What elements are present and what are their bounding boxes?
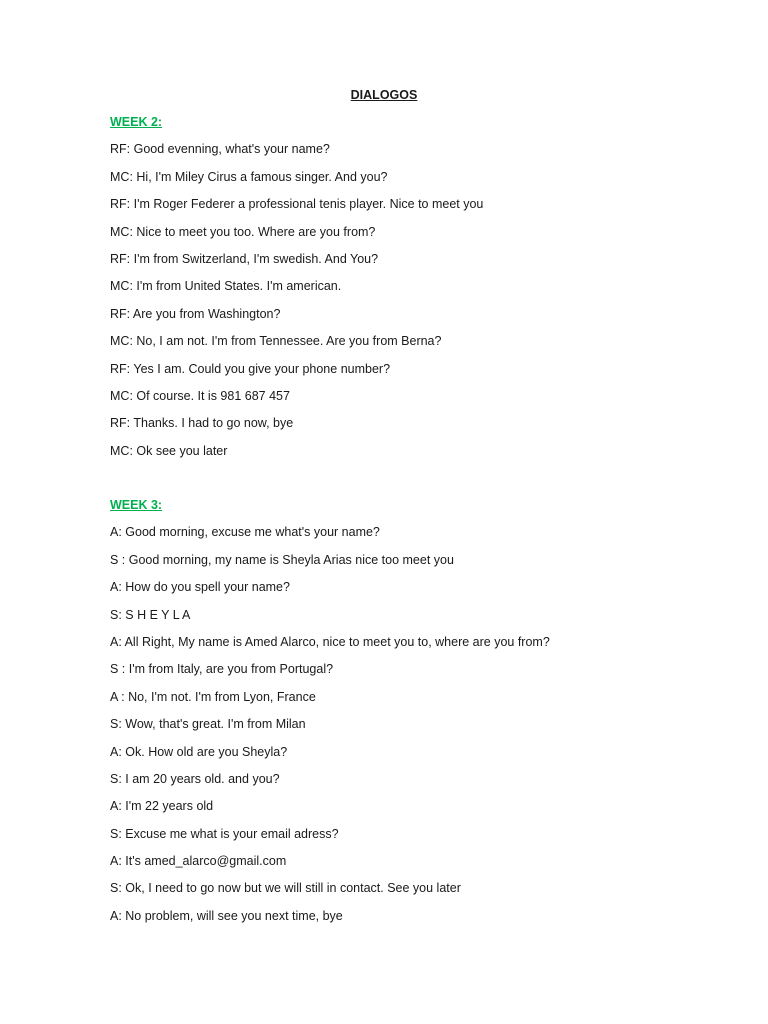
dialogue-line: A: Ok. How old are you Sheyla?: [110, 744, 288, 759]
dialogue-line: RF: I'm from Switzerland, I'm swedish. And You?: [110, 251, 379, 266]
dialogue-line: A: All Right, My name is Amed Alarco, nice to meet you to, where are you from?: [110, 634, 550, 649]
dialogue-line: RF: Yes I am. Could you give your phone number?: [110, 361, 391, 376]
dialogue-line: RF: Thanks. I had to go now, bye: [110, 416, 294, 431]
dialogue-line: MC: Hi, I'm Miley Cirus a famous singer. And you?: [110, 169, 388, 184]
dialogue-line: MC: No, I am not. I'm from Tennessee. Are you from Berna?: [110, 334, 442, 349]
dialogue-line: MC: Nice to meet you too. Where are you from?: [110, 224, 376, 239]
dialogue-line: S: Wow, that's great. I'm from Milan: [110, 717, 306, 732]
document-title: DIALOGOS: [350, 88, 418, 102]
dialogue-line: S: Ok, I need to go now but we will still in contact. See you later: [110, 881, 461, 896]
dialogue-line: S: S H E Y L A: [110, 607, 191, 622]
dialogue-line: S: Excuse me what is your email adress?: [110, 826, 339, 841]
dialogue-line: A: I'm 22 years old: [110, 799, 214, 814]
week2-heading: WEEK 2:: [110, 115, 163, 129]
dialogue-line: MC: I'm from United States. I'm american.: [110, 279, 342, 294]
dialogue-line: S: I am 20 years old. and you?: [110, 771, 280, 786]
week2-section: [110, 113, 483, 469]
week3-section: [110, 496, 550, 934]
dialogue-line: RF: Are you from Washington?: [110, 306, 281, 321]
dialogue-line: S : Good morning, my name is Sheyla Arias nice too meet you: [110, 552, 454, 567]
dialogue-line: A: How do you spell your name?: [110, 580, 290, 595]
dialogue-line: A: Good morning, excuse me what's your name?: [110, 525, 380, 540]
dialogue-line: RF: Good evenning, what's your name?: [110, 142, 330, 157]
week3-heading: WEEK 3:: [110, 498, 163, 512]
dialogue-line: RF: I'm Roger Federer a professional tenis player. Nice to meet you: [110, 197, 484, 212]
dialogue-line: A: It's amed_alarco@gmail.com: [110, 854, 287, 869]
dialogue-line: A : No, I'm not. I'm from Lyon, France: [110, 689, 316, 704]
dialogue-line: MC: Ok see you later: [110, 443, 228, 458]
dialogue-line: A: No problem, will see you next time, bye: [110, 908, 343, 923]
dialogue-line: MC: Of course. It is 981 687 457: [110, 388, 290, 403]
dialogue-line: S : I'm from Italy, are you from Portugal?: [110, 662, 334, 677]
